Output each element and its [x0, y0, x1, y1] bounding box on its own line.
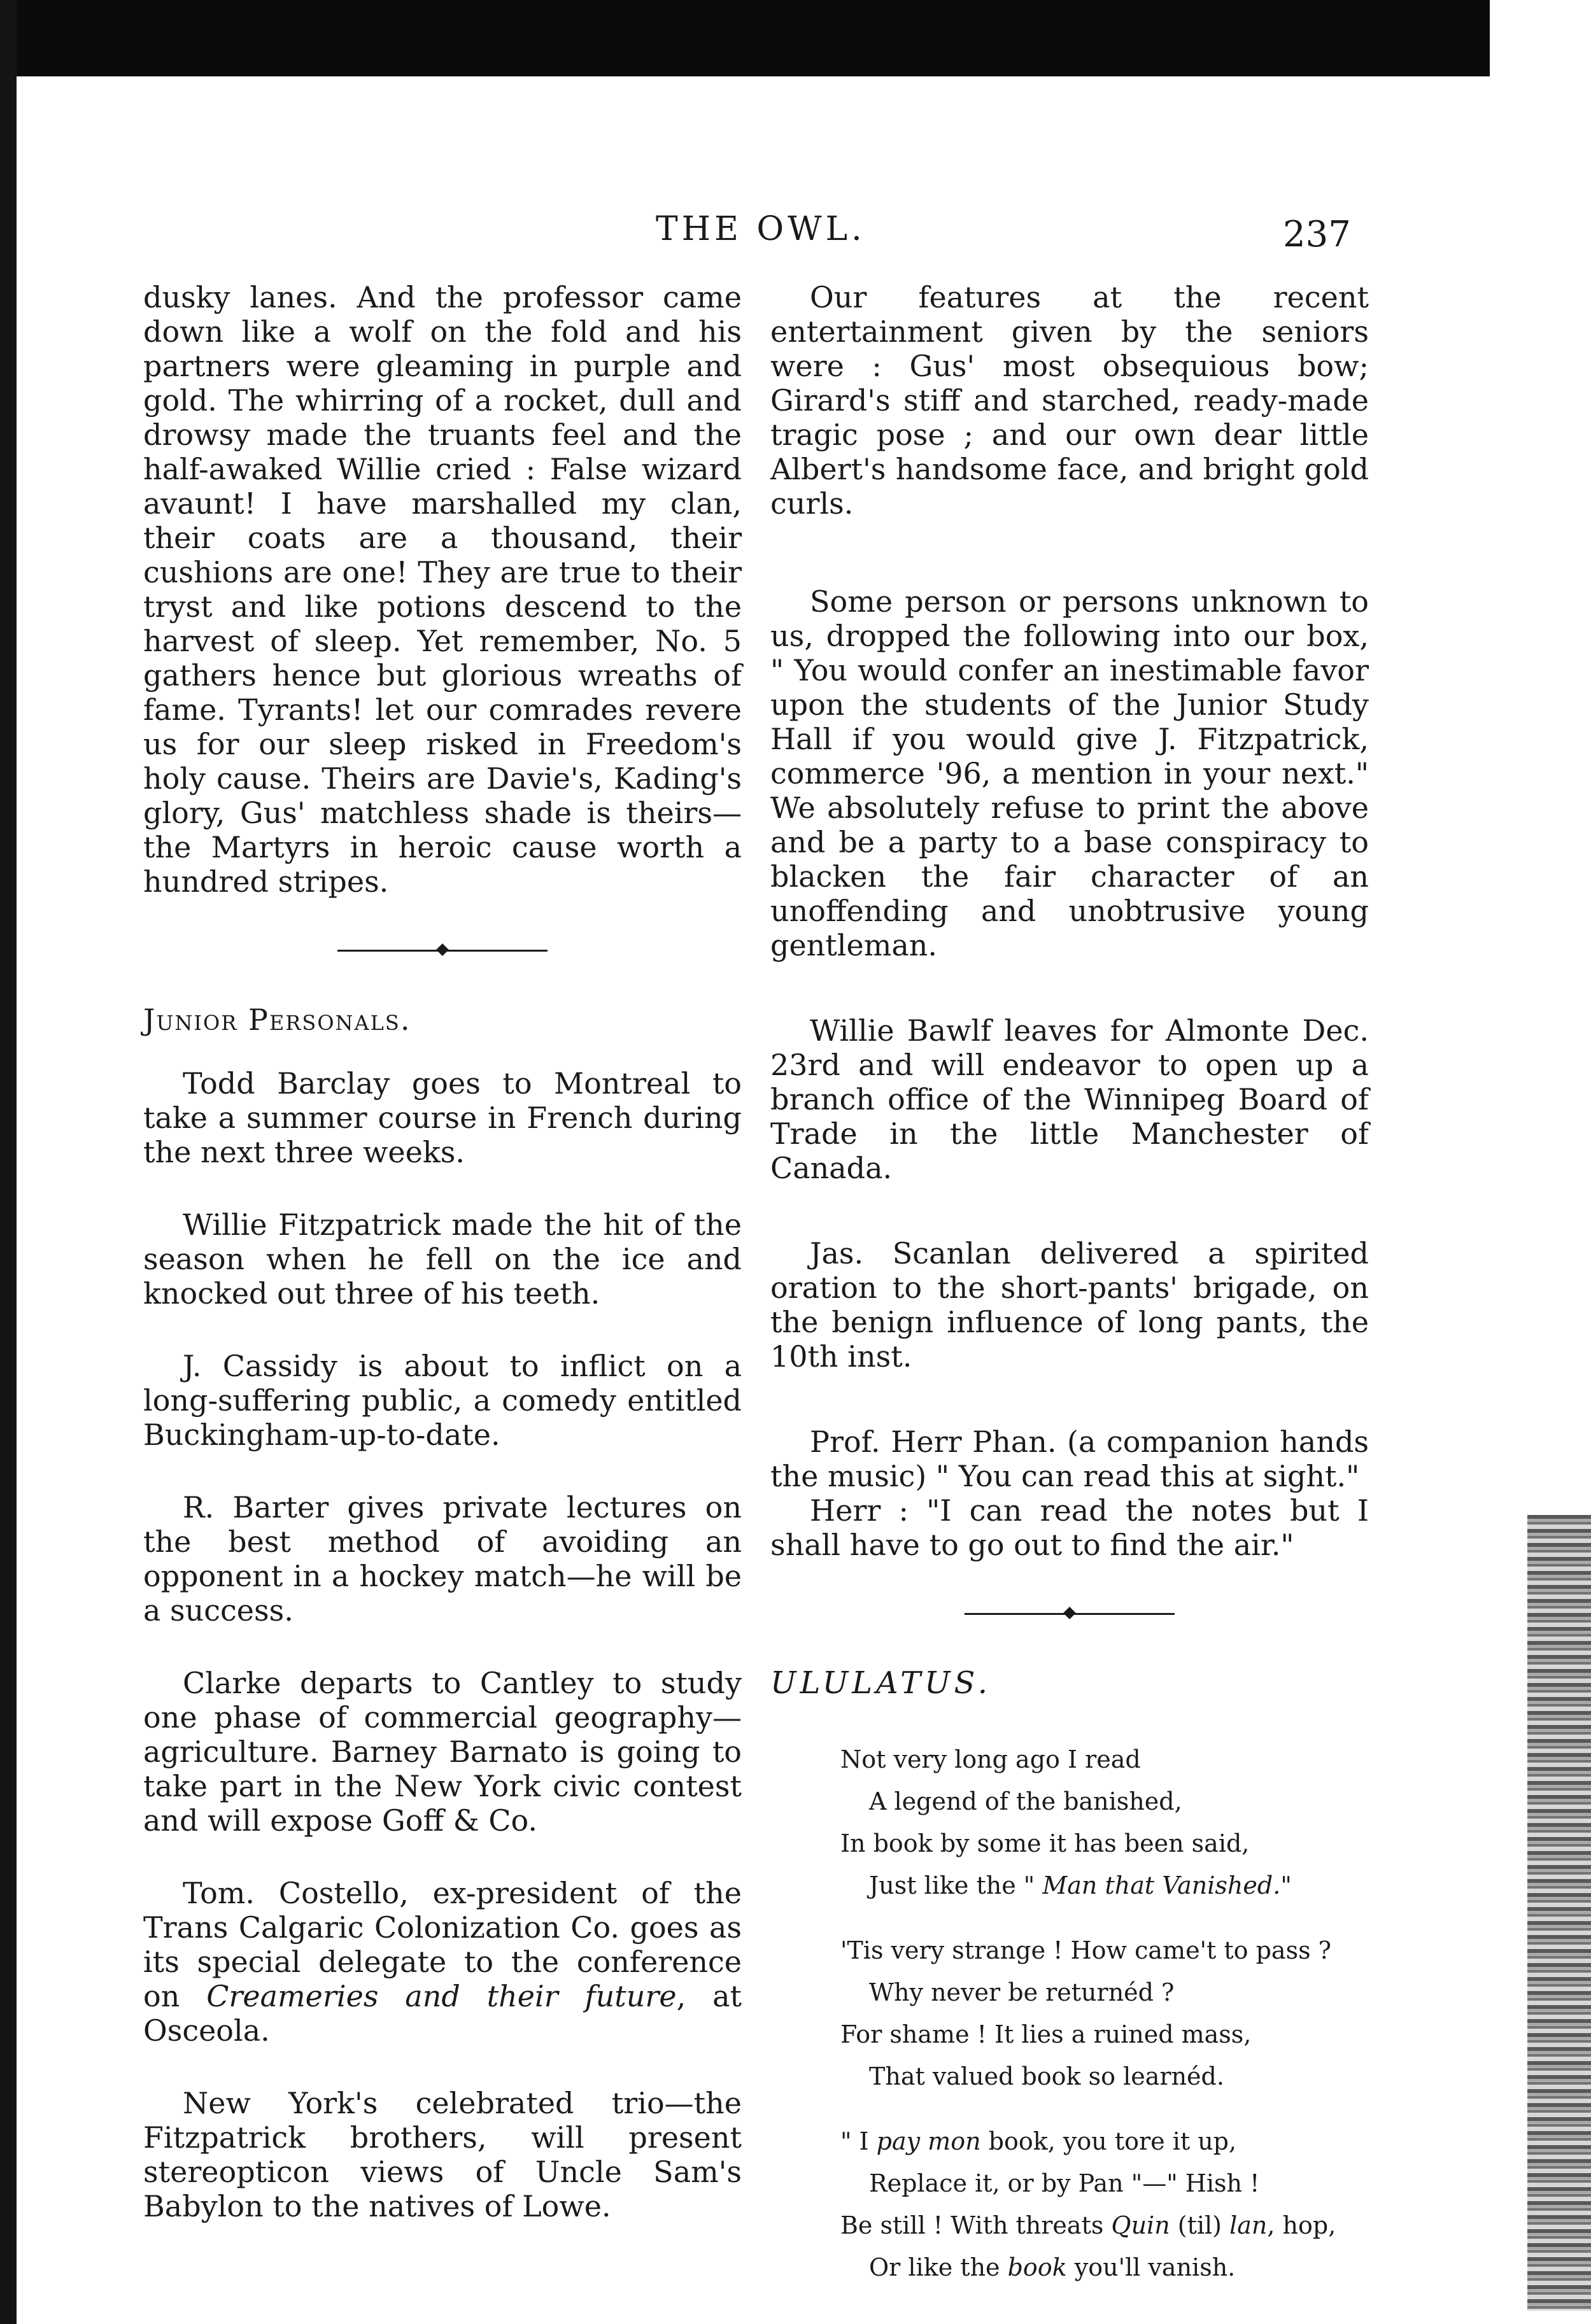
poem-line — [840, 2120, 1369, 2162]
poem-text: Be still ! With threats — [840, 2211, 1112, 2239]
page-number: 237 — [1283, 214, 1351, 255]
poem-line: In book by some it has been said, — [840, 1829, 1250, 1857]
personal-item: Todd Barclay goes to Montreal to take a summer course in French during the next three weeks. — [143, 1066, 742, 1169]
personal-item: J. Cassidy is about to inflict on a long-suffering public, a comedy entitled Buckingham-up-to-date. — [143, 1349, 742, 1452]
phan-line: Prof. Herr Phan. (a companion hands the music) " You can read this at sight." — [770, 1425, 1369, 1493]
features-paragraph: Our features at the recent entertainment given by the seniors were : Gus' most obsequious bow; Girard's stiff and starched, ready-made tragic pose ; and our own dear little Albert's handsome face, and bright gold curls. — [770, 280, 1369, 521]
personal-item: New York's celebrated trio—the Fitzpatrick brothers, will present stereopticon views of Uncle Sam's Babylon to the natives of Lowe. — [143, 2086, 742, 2223]
personal-item: Willie Fitzpatrick made the hit of the season when he fell on the ice and knocked out three of his teeth. — [143, 1208, 742, 1311]
personal-item: R. Barter gives private lectures on the best method of avoiding an opponent in a hockey match—he will be a success. — [143, 1490, 742, 1628]
left-column — [143, 280, 742, 2223]
section-divider — [337, 950, 548, 952]
page-header — [0, 210, 1591, 261]
personal-item-costello — [143, 1876, 742, 2048]
poem-line: Not very long ago I read — [840, 1745, 1141, 1773]
poem-line — [840, 2204, 1369, 2246]
poem-heading: ULULATUS. — [770, 1665, 991, 1701]
costello-text-after: , at Osceola. — [143, 1979, 742, 2048]
right-column — [770, 280, 1369, 2288]
poem-text: Or like the — [869, 2253, 1008, 2281]
poem-italic: book — [1007, 2253, 1067, 2281]
poem-text: you'll vanish. — [1066, 2253, 1236, 2281]
poem-line: That valued book so learnéd. — [869, 2062, 1224, 2090]
poem-italic: lan — [1229, 2211, 1268, 2239]
poem-line: 'Tis very strange ! How came't to pass ? — [840, 1936, 1332, 1964]
section-heading: Junior Personals. — [143, 1003, 411, 1037]
poem-line: For shame ! It lies a ruined mass, — [840, 2020, 1252, 2048]
personal-item: Clarke departs to Cantley to study one phase of commercial geography—agriculture. Barney Barnato is going to take part in the New York civic contest and will expose Goff & Co. — [143, 1666, 742, 1838]
poem-italic: Man that Vanished. — [1042, 1871, 1281, 1899]
poem-text: Just like the " — [869, 1871, 1043, 1899]
poem — [770, 1738, 1369, 2288]
scanlan-paragraph: Jas. Scanlan delivered a spirited oration to the short-pants' brigade, on the benign influence of long pants, the 10th inst. — [770, 1236, 1369, 1374]
opening-paragraph: dusky lanes. And the professor came down like a wolf on the fold and his partners were gleaming in purple and gold. The whirring of a rocket, dull and drowsy made the truants feel and the half-awaked Willie cried : False wizard avaunt! I have marshalled my clan, their coats are a thousand, their cushions are one! They are true to their tryst and like potions descend to the harvest of sleep. Yet remember, No. 5 gathers hence but glorious wreaths of fame. Tyrants! let our comrades revere us for our sleep risked in Freedom's holy cause. Theirs are Davie's, Kading's glory, Gus' matchless shade is theirs—the Martyrs in heroic cause worth a hundred stripes. — [143, 280, 742, 899]
herr-line: Herr : "I can read the notes but I shall have to go out to find the air." — [770, 1493, 1369, 1562]
poem-line: A legend of the banished, — [869, 1787, 1182, 1815]
running-title: THE OWL. — [656, 210, 866, 248]
poem-italic: Quin — [1111, 2211, 1170, 2239]
poem-line: Replace it, or by Pan "—" Hish ! — [869, 2169, 1260, 2197]
poem-line — [840, 1864, 1369, 1906]
poem-line — [840, 2246, 1369, 2288]
poem-divider — [965, 1613, 1175, 1615]
poem-text: , hop, — [1267, 2211, 1336, 2239]
poem-text: book, you tore it up, — [980, 2127, 1237, 2155]
right-scan-edge — [1527, 1515, 1591, 2311]
left-scan-edge — [0, 0, 17, 2324]
top-scan-border — [0, 0, 1490, 76]
box-paragraph: Some person or persons unknown to us, dropped the following into our box, " You would confer an inestimable favor upon the students of the Junior Study Hall if you would give J. Fitzpatrick, commerce '96, a mention in your next." We absolutely refuse to print the above and be a party to a base conspiracy to blacken the fair character of an unoffending and unobtrusive young gentleman. — [770, 584, 1369, 962]
poem-text: " I — [840, 2127, 877, 2155]
poem-line: Why never be returnéd ? — [869, 1978, 1175, 2006]
poem-text: (til) — [1170, 2211, 1230, 2239]
poem-italic: pay mon — [876, 2127, 981, 2155]
costello-italic-title: Creameries and their future — [206, 1979, 677, 2013]
poem-text: " — [1280, 1871, 1292, 1899]
bawlf-paragraph: Willie Bawlf leaves for Almonte Dec. 23rd and will endeavor to open up a branch office of the Winnipeg Board of Trade in the little Manchester of Canada. — [770, 1013, 1369, 1185]
costello-text-before: Tom. Costello, ex-president of the Trans Calgaric Colonization Co. goes as its special delegate to the conference on — [143, 1876, 742, 2013]
